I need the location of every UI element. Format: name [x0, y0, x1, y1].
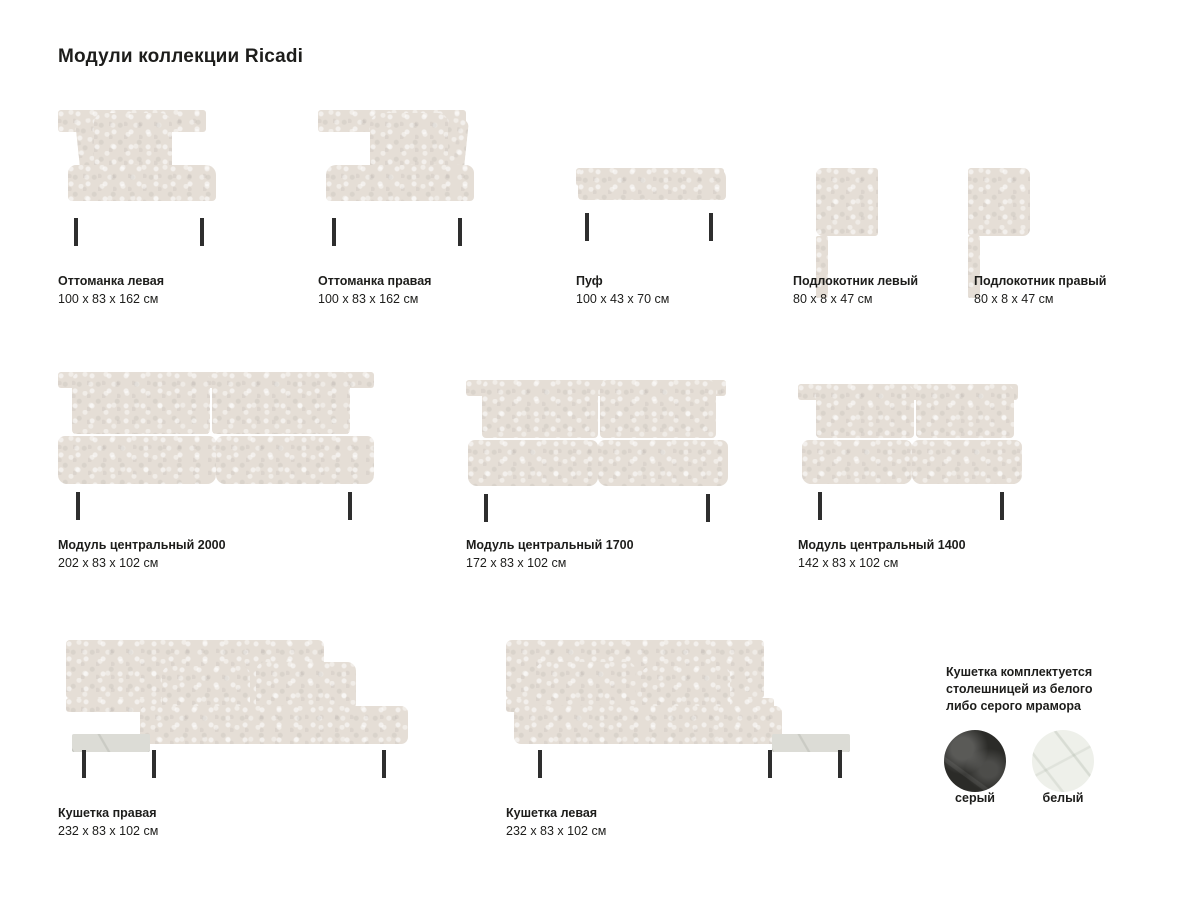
armrest-panel	[968, 168, 1030, 236]
caption-ottomanka-right	[318, 272, 431, 308]
leg	[382, 750, 386, 778]
caption-kushetka-right	[58, 804, 158, 840]
caption-module-1400	[798, 536, 966, 572]
leg	[838, 750, 842, 778]
product-dims: 142 x 83 x 102 см	[798, 556, 899, 570]
leg	[585, 213, 589, 241]
leg	[768, 750, 772, 778]
product-name: Оттоманка правая	[318, 274, 432, 288]
product-figure-armrest-left	[816, 168, 906, 248]
leg	[709, 213, 713, 241]
pillow-right	[256, 662, 356, 712]
armrest-panel	[816, 168, 878, 236]
product-name: Подлокотник левый	[793, 274, 919, 288]
seat-cushion	[140, 706, 408, 744]
seat-cushion	[514, 706, 782, 744]
leg	[152, 750, 156, 778]
product-name: Модуль центральный 1700	[466, 538, 634, 552]
leg	[332, 218, 336, 246]
leg	[348, 492, 352, 520]
product-dims: 100 x 83 x 162 см	[58, 292, 159, 306]
seat-cushion-right	[912, 440, 1022, 484]
seat-cushion-left	[58, 436, 216, 484]
seat-cushion-right	[216, 436, 374, 484]
product-dims: 100 x 83 x 162 см	[318, 292, 419, 306]
product-figure-kushetka-right	[66, 640, 426, 800]
leg	[458, 218, 462, 246]
seat-cushion	[68, 165, 216, 201]
leg	[706, 494, 710, 522]
product-name: Подлокотник правый	[974, 274, 1107, 288]
back-cushion	[370, 113, 448, 171]
product-name: Модуль центральный 1400	[798, 538, 966, 552]
product-dims: 100 x 43 x 70 см	[576, 292, 670, 306]
seat-cushion-right	[598, 440, 728, 486]
product-figure-armrest-right	[968, 168, 1058, 248]
product-name: Пуф	[576, 274, 603, 288]
back-cushion	[94, 113, 172, 171]
product-dims: 80 x 8 x 47 см	[974, 292, 1054, 306]
product-figure-puf	[576, 168, 736, 258]
marble-label-white: белый	[1042, 791, 1084, 805]
product-figure-module-1400	[798, 384, 1058, 532]
back-cushion-right	[212, 372, 350, 434]
marble-swatch-grey	[944, 730, 1006, 792]
product-name: Модуль центральный 2000	[58, 538, 226, 552]
back-cushion-left	[482, 380, 598, 438]
leg	[74, 218, 78, 246]
product-dims: 232 x 83 x 102 см	[58, 824, 159, 838]
caption-ottomanka-left	[58, 272, 164, 308]
caption-module-1700	[466, 536, 634, 572]
product-dims: 172 x 83 x 102 см	[466, 556, 567, 570]
back-cushion-left	[72, 372, 210, 434]
product-name: Кушетка левая	[506, 806, 598, 820]
leg	[538, 750, 542, 778]
back-cushion-right	[916, 384, 1014, 438]
product-figure-ottomanka-left	[58, 110, 258, 250]
product-dims: 80 x 8 x 47 см	[793, 292, 873, 306]
product-dims: 232 x 83 x 102 см	[506, 824, 607, 838]
leg	[818, 492, 822, 520]
product-name: Оттоманка левая	[58, 274, 165, 288]
caption-module-2000	[58, 536, 226, 572]
seat-cushion-left	[802, 440, 912, 484]
pillow-left	[536, 662, 636, 712]
leg	[76, 492, 80, 520]
product-figure-module-1700	[466, 380, 766, 532]
marble-note: Кушетка комплектуется столешницей из белого либо серого мрамора	[946, 665, 1093, 713]
product-figure-module-2000	[58, 372, 408, 532]
product-dims: 202 x 83 x 102 см	[58, 556, 159, 570]
back-cushion-left	[816, 384, 914, 438]
caption-kushetka-left	[506, 804, 606, 840]
seat-cushion	[578, 168, 726, 200]
marble-swatch-white	[1032, 730, 1094, 792]
leg	[1000, 492, 1004, 520]
back-cushion-right	[600, 380, 716, 438]
product-name: Кушетка правая	[58, 806, 157, 820]
seat-cushion-left	[468, 440, 598, 486]
caption-puf	[576, 272, 669, 308]
page-title: Модули коллекции Ricadi	[58, 46, 304, 67]
marble-label-grey: серый	[955, 791, 995, 805]
caption-armrest-right	[974, 272, 1106, 308]
product-figure-kushetka-left	[506, 640, 876, 800]
leg	[82, 750, 86, 778]
product-figure-ottomanka-right	[318, 110, 518, 250]
seat-cushion	[326, 165, 474, 201]
leg	[484, 494, 488, 522]
caption-armrest-left	[793, 272, 918, 308]
leg	[200, 218, 204, 246]
